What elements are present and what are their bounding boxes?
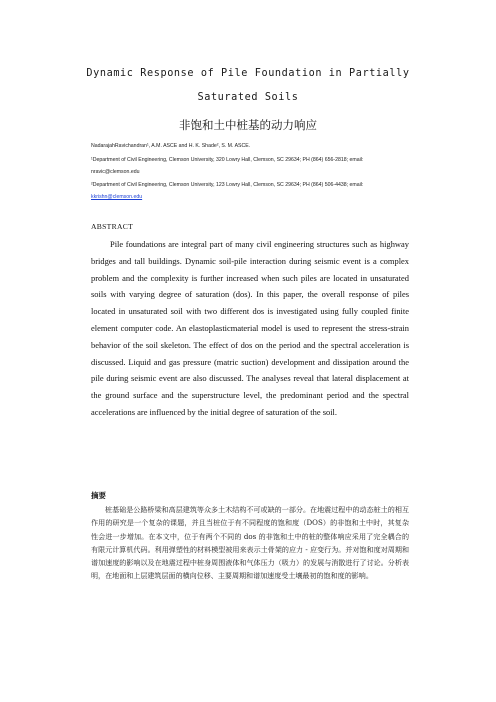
affiliation-1	[91, 155, 409, 178]
abstract-heading: ABSTRACT	[91, 222, 134, 231]
affiliation-2-text: ²Department of Civil Engineering, Clemson University, 123 Lowry Hall, Clemson, SC 29634; PH (864) 506-4438; email:	[91, 182, 364, 188]
email-link[interactable]: kkrishn@clemson.edu	[91, 193, 143, 200]
paper-title-chinese: 非饱和土中桩基的动力响应	[179, 118, 317, 132]
paper-title-english: Dynamic Response of Pile Foundation in Partially Saturated Soils	[86, 68, 410, 103]
affiliation-1-text: ¹Department of Civil Engineering, Clemson University, 320 Lowry Hall, Clemson, SC 29634; PH (864) 656-2818; email: nravic@clemson.edu	[91, 157, 364, 175]
chinese-abstract-heading: 摘要	[91, 491, 106, 500]
author-line: NadarajahRavichandran¹, A.M. ASCE and H. K. Shade², S. M. ASCE.	[91, 143, 251, 149]
abstract-body: Pile foundations are integral part of many civil engineering structures such as highway bridges and tall buildings. Dynamic soil-pile interaction during seismic event is a complex problem and the complexity is further increased when such piles are located in unsaturated soils with varying degree of saturation (dos). In this paper, the overall response of piles located in unsaturated soil with two different dos is investigated using fully coupled finite element computer code. An elastoplasticmaterial model is used to represent the stress-strain behavior of the soil skeleton. The effect of dos on the period and the spectral acceleration is discussed. Liquid and gas pressure (matric suction) development and dissipation around the pile during seismic event are also discussed. The analyses reveal that lateral displacement at the ground surface and the superstructure level, the predominant period and the spectral accelerations are influenced by the initial degree of saturation of the soil.	[91, 239, 409, 417]
affiliation-2	[91, 180, 409, 203]
chinese-abstract-body: 桩基础是公路桥梁和高层建筑等众多土木结构不可或缺的一部分。在地震过程中的动态桩土的相互作用的研究是一个复杂的课题，并且当桩位于有不同程度的饱和度（DOS）的非饱和土中时，其复杂性会进一步增加。在本文中，位于有两个不同的 dos 的非饱和土中的桩的整体响应采用了完全耦合的有限元计算机代码。利用弹塑性的材料模型被用来表示土骨架的应力 - 应变行为。并对饱和度对周期和谱加速度的影响以及在地震过程中桩身周围液体和气体压力（吸力）的发展与消散进行了讨论。分析表明，在地面和上层建筑层面的横向位移、主要周期和谱加速度受土壤最初的饱和度的影响。	[91, 505, 409, 581]
